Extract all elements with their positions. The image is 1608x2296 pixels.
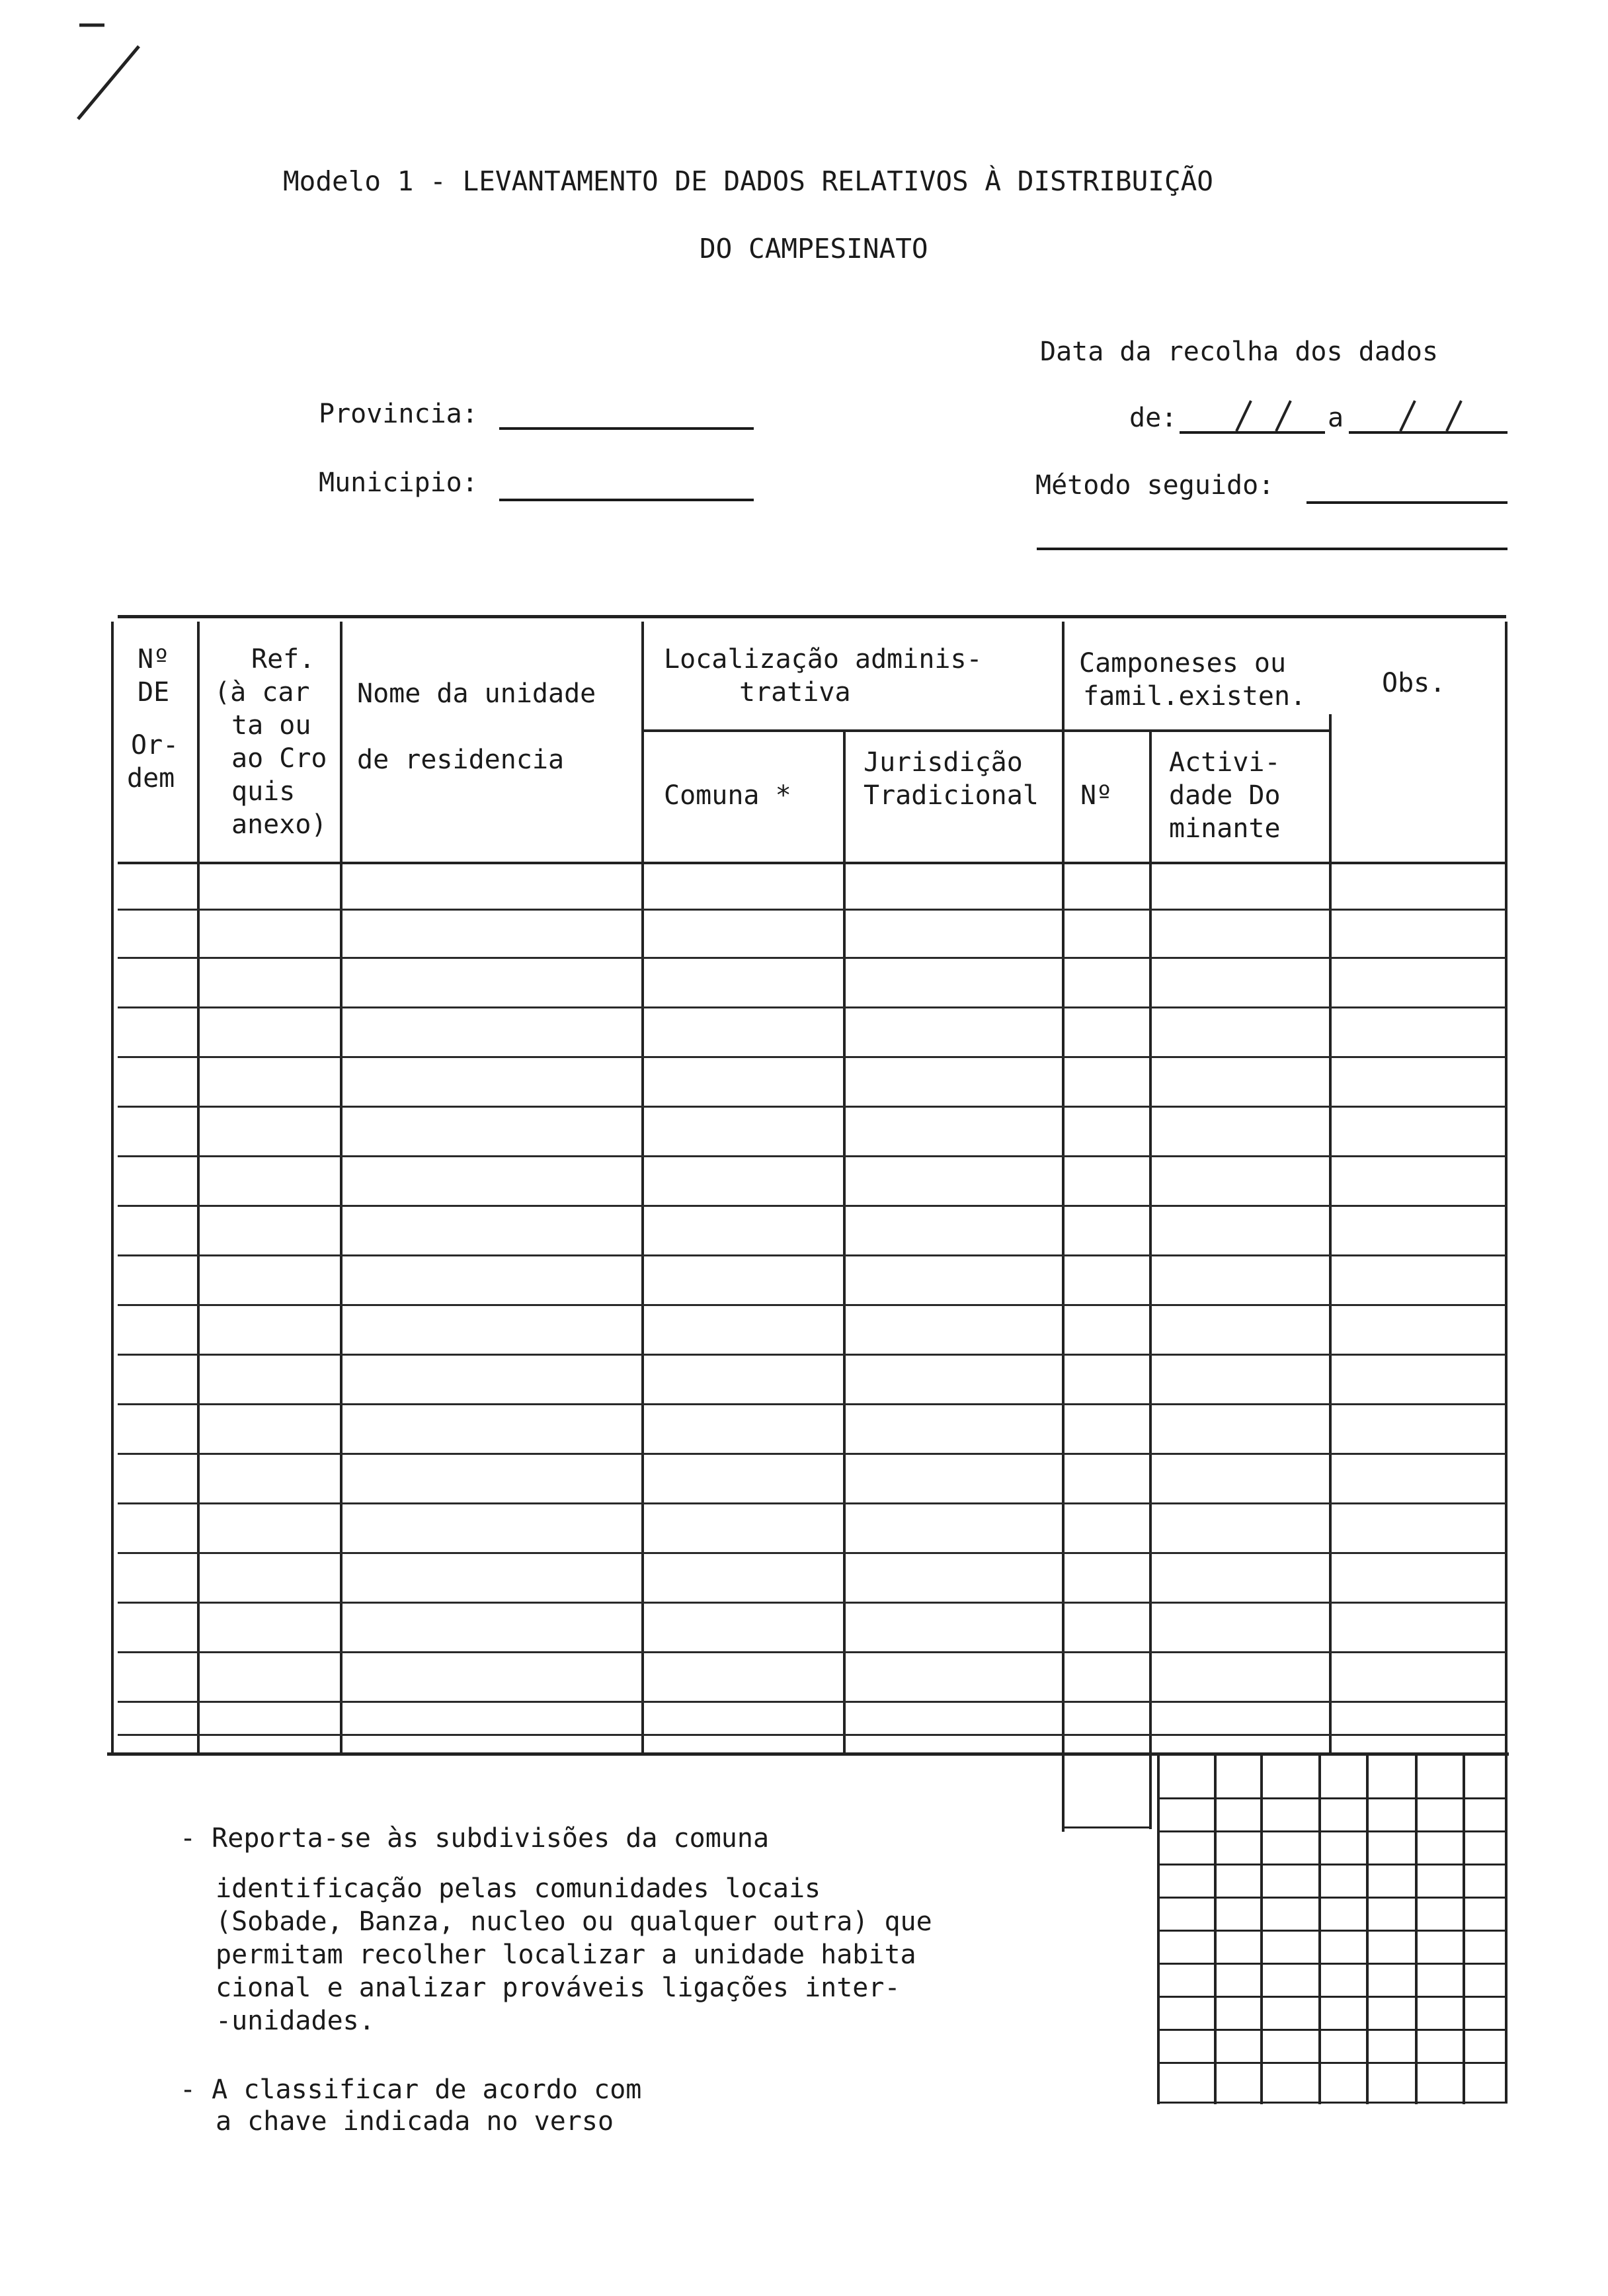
ext-grid-row: [1157, 2102, 1508, 2104]
table-col-border-6: [1149, 729, 1152, 1754]
table-row-line: [118, 1155, 1506, 1157]
col-header-actividade-1: Activi-: [1169, 747, 1281, 778]
table-col-border-1: [197, 622, 200, 1754]
metodo-field[interactable]: [1306, 501, 1508, 504]
col-header-ref-2: (à car: [214, 677, 310, 708]
table-row-line: [118, 1403, 1506, 1405]
col-header-jurisdicao-2: Tradicional: [864, 780, 1039, 811]
table-row-line: [118, 1254, 1506, 1256]
table-row-line: [118, 1354, 1506, 1356]
table-row-line: [118, 957, 1506, 959]
table-row-line: [118, 1734, 1506, 1736]
ext-grid-col: [1415, 1754, 1418, 2104]
ext-grid-row: [1157, 2029, 1508, 2031]
table-row-line: [118, 1602, 1506, 1604]
note-1-line: cional e analizar prováveis ligações inter-: [216, 1973, 901, 2003]
table-row-line: [118, 1453, 1506, 1455]
table-col-border-3: [641, 622, 644, 1754]
data-recolha-label: Data da recolha dos dados: [1040, 337, 1439, 367]
note-2-line: a chave indicada no verso: [216, 2106, 614, 2137]
table-col-border-4: [843, 729, 846, 1754]
col-header-ref-4: ao Cro: [231, 743, 327, 774]
camponeses-subheader-line: [1062, 729, 1332, 732]
municipio-label: Municipio:: [319, 468, 478, 498]
table-col-border-5: [1062, 622, 1065, 1832]
date-to-slashes: [1362, 397, 1494, 434]
metodo-label: Método seguido:: [1035, 470, 1275, 501]
col-header-localizacao-1: Localização adminis-: [664, 644, 983, 675]
col-header-nome-1: Nome da unidade: [357, 678, 596, 709]
note-1-line: -unidades.: [216, 2006, 375, 2036]
de-label: de:: [1129, 403, 1178, 433]
col-header-comuna: Comuna *: [664, 780, 791, 811]
ext-grid-row: [1157, 1963, 1508, 1965]
col-header-actividade-3: minante: [1169, 813, 1281, 844]
ext-grid-col: [1214, 1754, 1217, 2104]
ext-box-right: [1149, 1754, 1152, 1829]
table-row-line: [118, 1304, 1506, 1306]
ext-grid-col: [1463, 1754, 1465, 2104]
provincia-label: Provincia:: [319, 399, 478, 429]
note-1-line: permitam recolher localizar a unidade habita: [216, 1940, 916, 1970]
ext-box-bottom: [1062, 1826, 1152, 1828]
municipio-field[interactable]: [499, 499, 754, 501]
ext-grid-row: [1157, 1864, 1508, 1866]
col-header-numero: Nº: [1080, 780, 1113, 811]
col-header-camponeses-2: famil.existen.: [1083, 681, 1306, 712]
ext-grid-col: [1157, 1754, 1160, 2104]
table-row-line: [118, 1701, 1506, 1703]
ext-grid-row: [1157, 1996, 1508, 1998]
ext-grid-col: [1260, 1754, 1263, 2104]
table-row-line: [118, 1502, 1506, 1504]
provincia-field[interactable]: [499, 427, 754, 430]
ext-grid-col: [1366, 1754, 1369, 2104]
col-header-ref-6: anexo): [231, 809, 327, 840]
col-header-ref-3: ta ou: [231, 710, 311, 741]
col-header-actividade-2: dade Do: [1169, 780, 1281, 811]
table-col-border-2: [340, 622, 342, 1754]
corner-slash-mark: [66, 20, 159, 126]
table-header-bottom: [118, 862, 1506, 864]
table-row-line: [118, 1006, 1506, 1008]
ext-grid-col: [1318, 1754, 1321, 2104]
table-col-border-8: [1505, 622, 1508, 2103]
table-col-border-7: [1329, 714, 1332, 1754]
table-row-line: [118, 1651, 1506, 1653]
col-header-ref-5: quis: [231, 776, 296, 807]
ext-grid-row: [1157, 2062, 1508, 2064]
localizacao-subheader-line: [641, 729, 1065, 732]
table-row-line: [118, 1106, 1506, 1108]
note-2-line: - A classificar de acordo com: [180, 2074, 642, 2105]
col-header-localizacao-2: trativa: [739, 677, 851, 708]
date-from-slashes: [1190, 397, 1322, 434]
note-1-first-line: - Reporta-se às subdivisões da comuna: [180, 1823, 770, 1854]
col-header-jurisdicao-1: Jurisdição: [864, 747, 1023, 778]
ext-grid-row: [1157, 1797, 1508, 1799]
ext-grid-row: [1157, 1930, 1508, 1932]
note-1-line: identificação pelas comunidades locais: [216, 1873, 821, 1904]
form-title-line2: DO CAMPESINATO: [700, 233, 928, 265]
col-header-camponeses-1: Camponeses ou: [1079, 648, 1287, 678]
ext-grid-row: [1157, 1897, 1508, 1899]
table-row-line: [118, 909, 1506, 911]
col-header-ordem-1: Nº: [138, 644, 170, 675]
table-row-line: [118, 1056, 1506, 1058]
col-header-ref-1: Ref.: [251, 644, 315, 675]
table-top-border: [118, 615, 1506, 618]
col-header-ordem-3: Or-: [131, 730, 179, 760]
form-title-line1: Modelo 1 - LEVANTAMENTO DE DADOS RELATIVOS À DISTRIBUIÇÃO: [283, 165, 1213, 197]
a-label: a: [1328, 403, 1344, 433]
col-header-ordem-4: dem: [127, 763, 175, 794]
table-row-line: [118, 1205, 1506, 1207]
col-header-obs: Obs.: [1382, 668, 1446, 698]
table-row-line: [118, 1552, 1506, 1554]
table-bottom-border: [107, 1752, 1509, 1756]
ext-grid-row: [1157, 1830, 1508, 1832]
metodo-field-continuation[interactable]: [1037, 548, 1508, 550]
note-1-line: (Sobade, Banza, nucleo ou qualquer outra) que: [216, 1906, 932, 1937]
col-header-ordem-2: DE: [138, 677, 170, 708]
table-col-border-0: [111, 622, 114, 1754]
col-header-nome-2: de residencia: [357, 745, 565, 775]
